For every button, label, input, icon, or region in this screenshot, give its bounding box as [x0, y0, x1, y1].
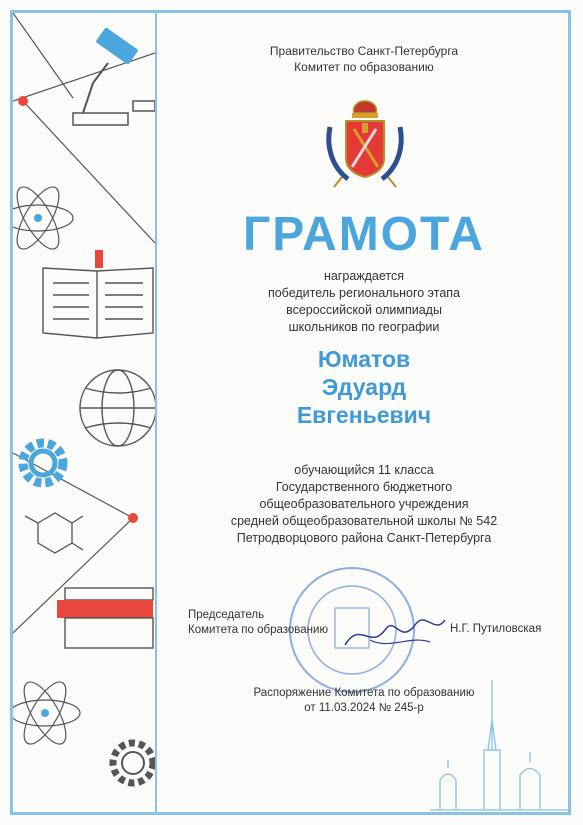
signatory-position: [188, 608, 328, 638]
recipient-patronymic: Евгеньевич: [296, 402, 432, 428]
issuer-line-2: Комитет по образованию: [294, 60, 434, 74]
school-line-4: средней общеобразовательной школы № 542: [230, 514, 498, 528]
award-line-1: награждается: [323, 269, 405, 283]
award-line-3: всероссийской олимпиады: [286, 303, 442, 317]
bookmark: [95, 250, 103, 268]
globe-icon: [80, 370, 155, 446]
red-node: [18, 96, 28, 106]
issuer-header: [157, 43, 571, 75]
peter-paul-spire-icon: [430, 680, 571, 812]
school-line-2: Государственного бюджетного: [275, 480, 453, 494]
school-line-5: Петродворцового района Санкт-Петербурга: [236, 531, 492, 545]
signatory-position-line-1: Председатель: [188, 609, 265, 621]
signature-scribble: [340, 600, 450, 660]
certificate-title: ГРАМОТА: [243, 208, 485, 261]
coat-of-arms-icon: [322, 97, 408, 189]
atom-icon: [13, 676, 80, 750]
award-line-2: победитель регионального этапа: [267, 286, 461, 300]
gear-icon: [23, 443, 63, 483]
books-stack-icon: [57, 588, 153, 648]
school-line-1: обучающийся 11 класса: [294, 463, 434, 477]
book-icon: [43, 268, 153, 338]
molecule-icon: [25, 513, 83, 553]
order-line-2: от 11.03.2024 № 245-р: [304, 702, 424, 714]
order-line-1: Распоряжение Комитета по образованию: [253, 687, 475, 699]
gear-icon: [113, 743, 153, 783]
signatory-name: Н.Г. Путиловская: [450, 623, 542, 635]
red-node: [128, 513, 138, 523]
science-decor-panel: [13, 13, 155, 812]
atom-icon: [13, 181, 73, 255]
recipient-name: [157, 345, 571, 429]
signatory-position-line-2: Комитета по образованию: [188, 624, 329, 636]
award-description: [157, 268, 571, 336]
recipient-surname: Юматов: [317, 346, 411, 372]
award-line-4: школьников по географии: [288, 320, 440, 334]
issuer-line-1: Правительство Санкт-Петербурга: [269, 44, 459, 58]
school-line-3: общеобразовательного учреждения: [259, 497, 469, 511]
recipient-first-name: Эдуард: [321, 374, 407, 400]
school-info: [157, 462, 571, 547]
